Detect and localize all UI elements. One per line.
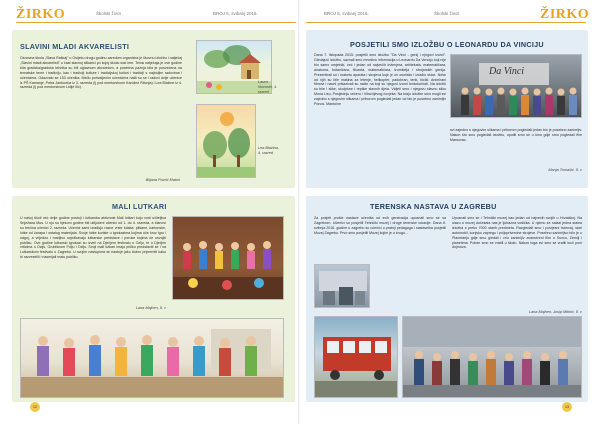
exhibition-banner: Da Vinci [489,66,525,77]
vintage-tram-icon [315,317,398,398]
magazine-logo: ŽIRKO [16,7,66,22]
article-body-end: svi zajedno s njegovim slikama i priborom pogledati jedan bio je posebno zanimljiv. Nakon što smo pogledali izložbu, uputili smo se u kino gdje smo pogledali film Marsovac. [450,128,582,142]
photo-puppets-stage [172,216,284,300]
right-header-label: Školski život [434,11,459,16]
article-signature: Lana Majhen, Josip Mitinić, 8. c [529,310,582,314]
header-divider [306,22,586,23]
article-signature: Manja Tomašić, 8. c [548,168,582,172]
right-header-issue: BROJ 6, svibanj 2016. [324,11,369,16]
article-title: MALI LUTKARI [112,202,167,211]
left-header-label: Školski život [96,11,121,16]
photo-puppet-group [20,318,284,398]
photo-tram [314,316,398,398]
photo-class-group [402,316,582,398]
right-header [540,7,589,21]
magazine-logo: ŽIRKO [540,7,590,22]
children-group-icon [173,217,284,300]
article-signature: Lana Majhen, 8. c [135,306,166,310]
right-page [300,0,600,424]
museum-interior-icon [315,265,370,308]
students-group-icon [403,317,582,398]
painting-lea [196,104,256,178]
header-divider [16,22,296,23]
photo-exhibition-group [450,54,582,118]
article-title: TERENSKA NASTAVA U ZAGREBU [370,202,497,211]
left-header-issue: BROJ 6, svibanj 2016. [213,11,258,16]
article-title: SLAVINI MLADI AKVARELISTI [20,42,130,51]
article-title: POSJETILI SMO IZLOŽBU O LEONARDU DA VINCIJU [350,40,544,49]
page-number: 13 [562,402,572,412]
children-with-puppets-icon [21,319,284,398]
article-body: Dana 7. listopada 2015. posjetili smo izložbu "Da Vinci - genij i njegovi izumi". Gledajući izložbu, saznali smo mnoštvo informacija o Leonardu Da Venciju koji nije bio samo umjetnik, već i jedan od najvećih inženjera, arhitekata, matematičara, anatoma, botaničara, filozofa, matematičara, izumitelja i strojarskih genija. Prezentirali su i maketu aparata i strojeva koje je on osmislio i izradio skice. Neke od njih su bile mašina za letenje, helikopter, padobran, tenk, bicikl. Animirani filmovi i nacrti prikazivali su način na koji su njegovi izumi funkcionirali. Na izložbi su bile i slike, skulpture i replike slavnih djela. Vidjeli smo i njegovu slavnu sliku Mona Lisu, Posljednju večeru i Vitruvijevog čovjeka. Na kraju izložbe smo mogli svi zajedno s njegovim slikama i priborom pogledati jedan od bio je posebno zanimljiv Ponos. Mantoine [314,53,446,107]
page-number: 12 [30,402,40,412]
students-at-exhibition-icon [451,55,582,118]
article-signature: Biljana Pavrić Matoš [145,178,180,182]
article-body: Osnovna škola „Slava Raškaj" u Osijeku drugu godinu zaredom organizira je likovnu izložbu i natječaj „Slavini mladi akvarelisti" u čast slavnoj slikarici po kojoj škola nosi ime. Tema natječaja je ove godine bila gradska/gradska tehnika su bili uglavnom akvarelom, a posebna pažnja bila je posvećena na tematske teme i tradiciju, kao i tradiciji kulture i tradicijskoj kulturi i tradiciji s najboljim radovima i učenicima. Odazvalo se 153 učenika. Među pohvaljenim učenicima našli su se i radovi dvije učenice iz PŠ Kamanje, Petra Jankovića iz 3. razreda (Ij pod mentorstvom Karoline Ritonja) i Lea Blažine iz 4. razreda (Ij pod mentorstvom Lidije Ilić). [20,56,182,90]
article-body-2: Upoznali smo se i Tehnički muzej kao jedan od najvećih svojih u Hrvatskoj. Na ulazu u muzej dočekala nas je ljubazna vodička. U njemu se nalazi jedna stalna izložba s preko 7000 starih predmeta. Razgledali smo i povijesni tramvaj, stari automobil, konjsku zapregu i poljoprivredne strojeve. Posebno zanimljivo bilo je u Planetariju gdje smo gledali i vrlo zanimljiv znanstveni film o Suncu, Zemlji i planetima. Potom smo se vratili u školu. Nakon toga svi smo se vratili kući puni dojmova. [452,216,582,250]
watercolor-painting-icon [197,105,256,178]
left-header [16,7,65,21]
caption-laura: Laura Novosel, 4. razred [258,80,277,94]
article-body: U našoj školi već dvije godine postoji i lutkarska aktivnost Mali lutkari koju vodi učiteljica Snježana Mus. U nju su tijekom godine bili uključeni učenici od 1. do 4. razreda, a članovi su trećina učenici 2. razreda. Učenici sami izrađuju razne vrste lutaka: plišane, kartonske, lutke od čarapa i ostalog materijala. Svoje lutke koriste u igrokazima kojima uče kroz igru i odgoj, a vrijedno i marljivo uvježbavaju lutkarske predstave i poruke kojima će osvojiti publiku. Ove godine lutkarski igrokazi su izveli na Dječjem festivalu u Ozlju, te u Dječjim vrtićima u Ozlju, Grubišnom Polju i Ozlju. Svoji mali lutkari imaju priliku predstaviti se i na Lutkarskom festivalu u Zagrebu. U svojim nastupima se nastoje jako dobro pripremiti kako bi razveselili i nasmijali malu publiku. [20,216,166,260]
caption-lea: Lea Blažina, 4. razred [258,146,279,155]
article-body: Za posjeti prošle nastave učenika od svih generacija upoznali smo se sa Zagrebom. Učenici su posjetili Tehnički muzej i druge terenske lokacije. Dana 6. svibnja 2016. godine u zagrebu su učenici u pratnji pedagoga i nastavnika posjetili Muzej Zagrebu. Prvo smo posjetili Muzej kojim je u krugu... [314,216,446,235]
photo-museum-hall [314,264,370,308]
